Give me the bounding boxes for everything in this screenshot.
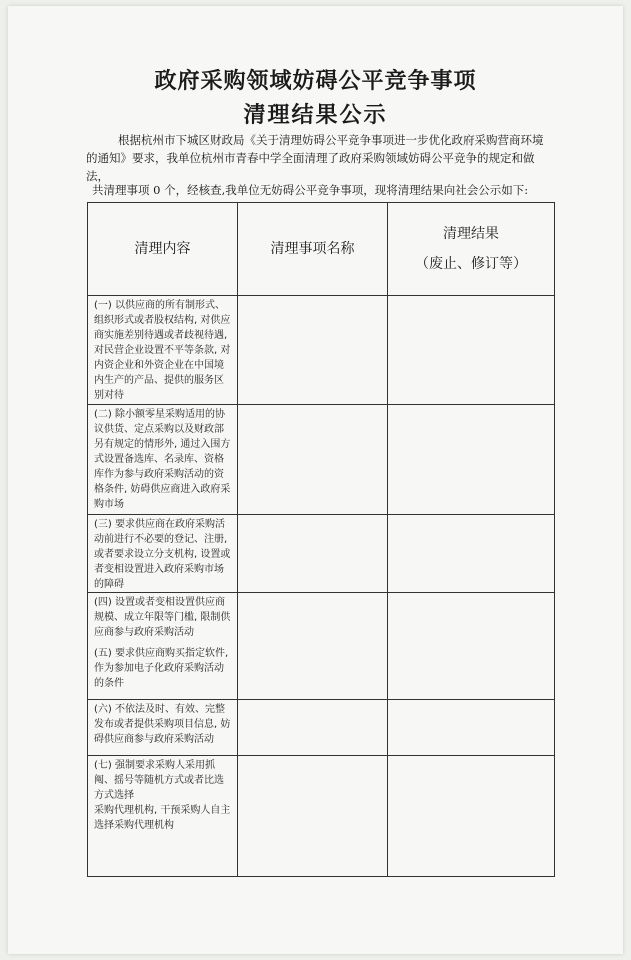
row-content: (二) 除小额零星采购适用的协议供货、定点采购以及财政部另有规定的情形外, 通过入围方式设置备选库、名录库、资格库作为参与政府采购活动的资格条件, 妨碍供应商进入政府采购市场 — [88, 405, 238, 515]
row-item-name-cell — [238, 296, 388, 405]
table-row — [88, 296, 555, 405]
row-content: (一) 以供应商的所有制形式、组织形式或者股权结构, 对供应商实施差别待遇或者歧视待遇, 对民营企业设置不平等条款, 对内资企业和外资企业在中国境内生产的产品、提供的服务区别对待 — [88, 296, 238, 405]
cleanup-table — [87, 202, 555, 877]
row-content: (三) 要求供应商在政府采购活动前进行不必要的登记、注册, 或者要求设立分支机构, 设置或者变相设置进入政府采购市场的障碍 — [88, 515, 238, 593]
row-item-name-cell — [238, 756, 388, 877]
row-result-cell — [388, 296, 555, 405]
row-result-cell — [388, 593, 555, 700]
row-content: (六) 不依法及时、有效、完整发布或者提供采购项目信息, 妨碍供应商参与政府采购活动 — [88, 700, 238, 756]
title-line-2: 清理结果公示 — [243, 102, 388, 128]
row-content-text: (四) 设置或者变相设置供应商规模、成立年限等门槛, 限制供应商参与政府采购活动 — [94, 597, 231, 638]
table-row — [88, 756, 555, 877]
row-content-extra: 采购代理机构, 干预采购人自主选择采购代理机构 — [94, 805, 231, 831]
row-content-text: (七) 强制要求采购人采用抓阄、摇号等随机方式或者比选方式选择 — [94, 760, 224, 801]
row-result-cell — [388, 515, 555, 593]
row-result-cell — [388, 756, 555, 877]
row-item-name-cell — [238, 405, 388, 515]
table-header-row — [88, 203, 555, 296]
header-result-line1: 清理结果 — [443, 226, 499, 242]
row-result-cell — [388, 700, 555, 756]
row-content — [88, 756, 238, 877]
header-result-line2: （废止、修订等） — [415, 256, 527, 272]
row-item-name-cell — [238, 515, 388, 593]
row-content — [88, 593, 238, 700]
table-row — [88, 405, 555, 515]
table-row — [88, 515, 555, 593]
intro-line-2: 共清理事项 0 个，经核查,我单位无妨碍公平竞争事项，现将清理结果向社会公示如下: — [92, 183, 529, 197]
row-item-name-cell — [238, 700, 388, 756]
header-result — [388, 203, 555, 296]
row-content-extra: (五) 要求供应商购买指定软件, 作为参加电子化政府采购活动的条件 — [94, 648, 229, 689]
row-item-name-cell — [238, 593, 388, 700]
intro-paragraph: 根据杭州市下城区财政局《关于清理妨碍公平竞争事项进一步优化政府采购营商环境的通知》要求，我单位杭州市青春中学全面清理了政府采购领域妨碍公平竞争的规定和做法， — [86, 133, 544, 183]
table-row — [88, 593, 555, 700]
document-page — [8, 6, 623, 954]
header-content: 清理内容 — [88, 203, 238, 296]
header-item-name: 清理事项名称 — [238, 203, 388, 296]
table-row — [88, 700, 555, 756]
title-line-1: 政府采购领域妨碍公平竞争事项 — [154, 68, 477, 94]
row-result-cell — [388, 405, 555, 515]
